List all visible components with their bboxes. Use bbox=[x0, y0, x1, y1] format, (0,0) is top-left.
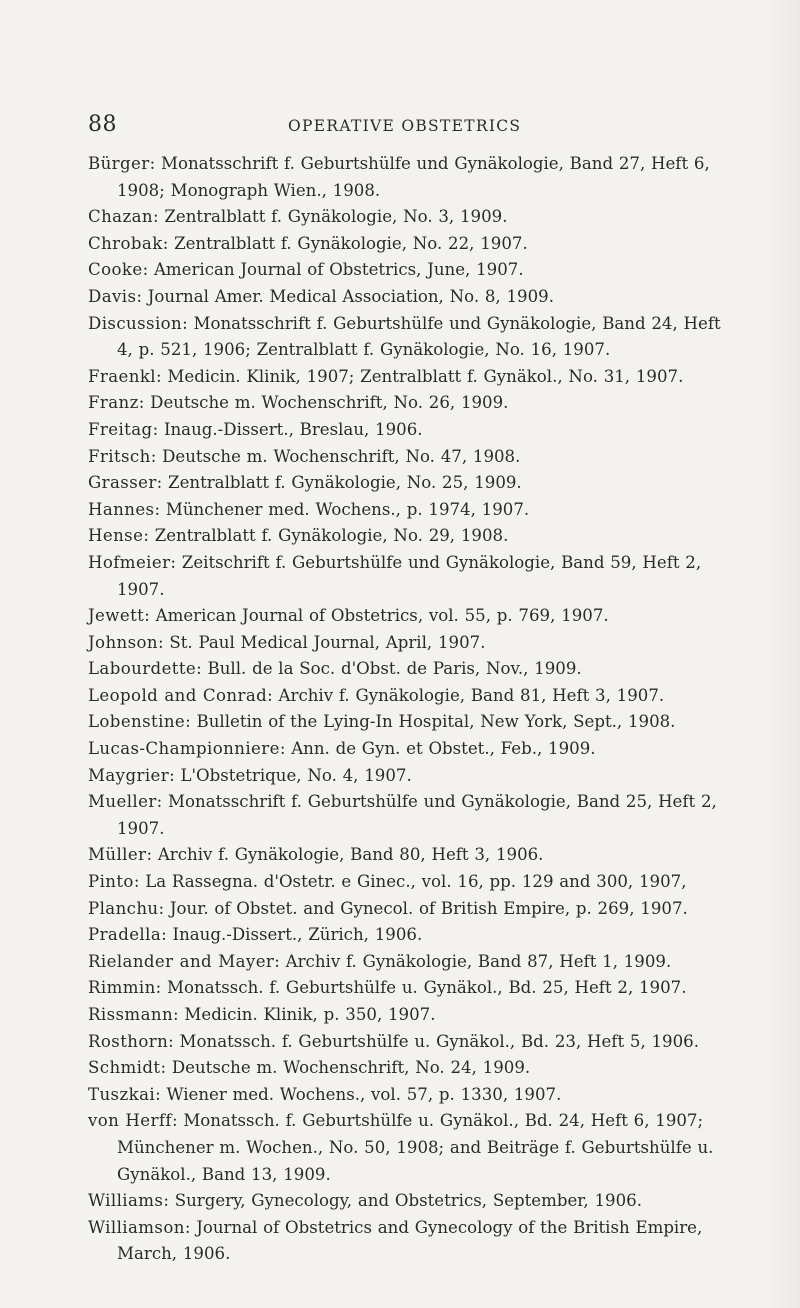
reference-author: Johnson bbox=[88, 632, 159, 652]
reference-author: Planchu bbox=[88, 898, 159, 918]
reference-author: Grasser bbox=[88, 473, 157, 493]
reference-author: Williams bbox=[88, 1191, 164, 1211]
reference-author: Lobenstine bbox=[88, 712, 186, 732]
reference-entry: Jewett: American Journal of Obstetrics, vol. 55, p. 769, 1907. bbox=[88, 606, 609, 626]
reference-citation: Zentralblatt f. Gynäkologie, No. 25, 1909. bbox=[168, 473, 522, 493]
reference-citation: Inaug.-Dissert., Zürich, 1906. bbox=[172, 925, 423, 945]
reference-author: Leopold and Conrad bbox=[88, 685, 268, 705]
reference-citation: Medicin. Klinik, p. 350, 1907. bbox=[184, 1005, 436, 1024]
reference-author: Freitag bbox=[88, 419, 153, 439]
reference-author: Fraenkl bbox=[88, 366, 157, 386]
reference-author: Maygrier bbox=[88, 765, 170, 785]
reference-author: Davis bbox=[88, 286, 137, 306]
reference-citation: Medicin. Klinik, 1907; Zentralblatt f. Gynäkol., No. 31, 1907. bbox=[167, 366, 684, 386]
reference-citation: Bull. de la Soc. d'Obst. de Paris, Nov., 1909. bbox=[207, 659, 582, 679]
reference-citation: Münchener med. Wochens., p. 1974, 1907. bbox=[165, 499, 530, 519]
reference-citation: Zentralblatt f. Gynäkologie, No. 3, 1909. bbox=[164, 207, 508, 227]
reference-citation: Journal Amer. Medical Association, No. 8, 1909. bbox=[147, 286, 554, 306]
page-header bbox=[88, 113, 728, 137]
reference-entry: Hense: Zentralblatt f. Gynäkologie, No. 29, 1908. bbox=[88, 526, 509, 546]
reference-author: Lucas-Championniere bbox=[88, 739, 280, 759]
reference-citation: Deutsche m. Wochenschrift, No. 26, 1909. bbox=[150, 393, 509, 413]
reference-author: Discussion bbox=[88, 313, 183, 333]
reference-entry: Fraenkl: Medicin. Klinik, 1907; Zentralblatt f. Gynäkol., No. 31, 1907. bbox=[88, 366, 684, 386]
reference-entry: Pradella: Inaug.-Dissert., Zürich, 1906. bbox=[88, 925, 423, 945]
reference-author: Williamson bbox=[88, 1217, 185, 1237]
reference-citation: Bulletin of the Lying-In Hospital, New York, Sept., 1908. bbox=[196, 712, 676, 732]
reference-citation: Surgery, Gynecology, and Obstetrics, September, 1906. bbox=[174, 1191, 642, 1211]
reference-entry: Rimmin: Monatssch. f. Geburtshülfe u. Gynäkol., Bd. 25, Heft 2, 1907. bbox=[88, 978, 687, 998]
reference-entry: Cooke: American Journal of Obstetrics, June, 1907. bbox=[88, 260, 524, 280]
reference-entry: Freitag: Inaug.-Dissert., Breslau, 1906. bbox=[88, 419, 423, 439]
reference-list bbox=[88, 151, 728, 1268]
reference-entry: Discussion: Monatsschrift f. Geburtshülfe und Gynäkologie, Band 24, Heft 4, p. 521, 1906; Zentralblatt f. Gynäkologie, No. 16, 1907. bbox=[88, 313, 721, 360]
reference-citation: St. Paul Medical Journal, April, 1907. bbox=[169, 632, 486, 652]
reference-entry: Franz: Deutsche m. Wochenschrift, No. 26, 1909. bbox=[88, 393, 509, 413]
reference-entry: Maygrier: L'Obstetrique, No. 4, 1907. bbox=[88, 765, 412, 785]
reference-author: Schmidt bbox=[88, 1058, 161, 1078]
reference-citation: Zentralblatt f. Gynäkologie, No. 22, 1907. bbox=[174, 233, 528, 253]
reference-author: Cooke bbox=[88, 260, 143, 280]
reference-entry: Hofmeier: Zeitschrift f. Geburtshülfe und Gynäkologie, Band 59, Heft 2, 1907. bbox=[88, 552, 702, 599]
reference-entry: Lucas-Championniere: Ann. de Gyn. et Obstet., Feb., 1909. bbox=[88, 739, 596, 759]
reference-author: Rosthorn bbox=[88, 1031, 169, 1051]
reference-author: Jewett bbox=[88, 606, 145, 626]
reference-entry: Chazan: Zentralblatt f. Gynäkologie, No. 3, 1909. bbox=[88, 207, 508, 227]
reference-entry: Hannes: Münchener med. Wochens., p. 1974, 1907. bbox=[88, 499, 530, 519]
reference-citation: Deutsche m. Wochenschrift, No. 47, 1908. bbox=[162, 446, 521, 466]
reference-citation: Archiv f. Gynäkologie, Band 80, Heft 3, 1906. bbox=[157, 845, 544, 865]
reference-citation: American Journal of Obstetrics, June, 1907. bbox=[153, 260, 524, 280]
reference-author: Franz bbox=[88, 393, 139, 413]
reference-author: Fritsch bbox=[88, 446, 151, 466]
reference-author: Pinto bbox=[88, 872, 134, 892]
reference-entry: Labourdette: Bull. de la Soc. d'Obst. de Paris, Nov., 1909. bbox=[88, 659, 582, 679]
reference-author: Tuszkai bbox=[88, 1084, 156, 1104]
reference-citation: Archiv f. Gynäkologie, Band 81, Heft 3, 1907. bbox=[278, 685, 665, 705]
reference-citation: Monatsschrift f. Geburtshülfe und Gynäkologie, Band 27, Heft 6, 1908; Monograph Wien., 1908. bbox=[117, 154, 710, 200]
reference-author: Rissmann bbox=[88, 1005, 174, 1024]
reference-entry: Grasser: Zentralblatt f. Gynäkologie, No. 25, 1909. bbox=[88, 473, 522, 493]
reference-entry: Leopold and Conrad: Archiv f. Gynäkologie, Band 81, Heft 3, 1907. bbox=[88, 685, 665, 705]
reference-citation: Jour. of Obstet. and Gynecol. of British Empire, p. 269, 1907. bbox=[169, 898, 688, 918]
reference-entry: Williamson: Journal of Obstetrics and Gynecology of the British Empire, March, 1906. bbox=[88, 1217, 703, 1264]
reference-citation: Zentralblatt f. Gynäkologie, No. 29, 1908. bbox=[154, 526, 509, 546]
reference-author: Rimmin bbox=[88, 978, 156, 998]
reference-entry: Müller: Archiv f. Gynäkologie, Band 80, Heft 3, 1906. bbox=[88, 845, 544, 865]
reference-citation: Monatssch. f. Geburtshülfe u. Gynäkol., Bd. 24, Heft 6, 1907; Münchener m. Wochen., No. 50, 1908; and Beiträge f. Geburtshülfe u. Gynäkol., Band 13, 1909. bbox=[117, 1111, 714, 1184]
reference-citation: Archiv f. Gynäkologie, Band 87, Heft 1, 1909. bbox=[285, 951, 672, 971]
reference-author: Labourdette bbox=[88, 659, 197, 679]
reference-author: Rielander and Mayer bbox=[88, 951, 275, 971]
reference-citation: Ann. de Gyn. et Obstet., Feb., 1909. bbox=[291, 739, 596, 759]
reference-citation: Monatssch. f. Geburtshülfe u. Gynäkol., Bd. 25, Heft 2, 1907. bbox=[167, 978, 687, 998]
reference-author: Hannes bbox=[88, 499, 155, 519]
reference-entry: Fritsch: Deutsche m. Wochenschrift, No. 47, 1908. bbox=[88, 446, 521, 466]
running-head: OPERATIVE OBSTETRICS bbox=[288, 117, 522, 135]
reference-entry: Tuszkai: Wiener med. Wochens., vol. 57, p. 1330, 1907. bbox=[88, 1084, 562, 1104]
reference-entry: Johnson: St. Paul Medical Journal, April, 1907. bbox=[88, 632, 486, 652]
reference-entry: Rosthorn: Monatssch. f. Geburtshülfe u. Gynäkol., Bd. 23, Heft 5, 1906. bbox=[88, 1031, 699, 1051]
reference-author: von Herff bbox=[88, 1111, 172, 1131]
reference-author: Hense bbox=[88, 526, 144, 546]
reference-author: Müller bbox=[88, 845, 147, 865]
reference-author: Hofmeier bbox=[88, 552, 171, 572]
reference-author: Chazan bbox=[88, 207, 153, 227]
reference-entry: Davis: Journal Amer. Medical Association, No. 8, 1909. bbox=[88, 286, 554, 306]
reference-entry: Bürger: Monatsschrift f. Geburtshülfe und Gynäkologie, Band 27, Heft 6, 1908; Monograph Wien., 1908. bbox=[88, 154, 710, 200]
reference-citation: La Rassegna. d'Ostetr. e Ginec., vol. 16, pp. 129 and 300, 1907, bbox=[145, 872, 687, 892]
reference-entry: Rielander and Mayer: Archiv f. Gynäkologie, Band 87, Heft 1, 1909. bbox=[88, 951, 672, 971]
reference-citation: American Journal of Obstetrics, vol. 55, p. 769, 1907. bbox=[155, 606, 609, 626]
reference-citation: Inaug.-Dissert., Breslau, 1906. bbox=[163, 419, 423, 439]
reference-entry: Chrobak: Zentralblatt f. Gynäkologie, No. 22, 1907. bbox=[88, 233, 528, 253]
reference-author: Pradella bbox=[88, 925, 162, 945]
reference-entry: Mueller: Monatsschrift f. Geburtshülfe und Gynäkologie, Band 25, Heft 2, 1907. bbox=[88, 792, 717, 838]
reference-citation: Zeitschrift f. Geburtshülfe und Gynäkologie, Band 59, Heft 2, 1907. bbox=[117, 552, 702, 599]
reference-entry: Pinto: La Rassegna. d'Ostetr. e Ginec., vol. 16, pp. 129 and 300, 1907, bbox=[88, 872, 687, 892]
reference-entry: Planchu: Jour. of Obstet. and Gynecol. of British Empire, p. 269, 1907. bbox=[88, 898, 688, 918]
reference-citation: Monatssch. f. Geburtshülfe u. Gynäkol., Bd. 23, Heft 5, 1906. bbox=[179, 1031, 699, 1051]
reference-author: Bürger bbox=[88, 154, 150, 173]
reference-citation: Monatsschrift f. Geburtshülfe und Gynäkologie, Band 24, Heft 4, p. 521, 1906; Zentralblatt f. Gynäkologie, No. 16, 1907. bbox=[117, 313, 721, 360]
reference-entry: Williams: Surgery, Gynecology, and Obstetrics, September, 1906. bbox=[88, 1191, 642, 1211]
reference-author: Chrobak bbox=[88, 233, 163, 253]
reference-entry: Schmidt: Deutsche m. Wochenschrift, No. 24, 1909. bbox=[88, 1058, 531, 1078]
reference-citation: L'Obstetrique, No. 4, 1907. bbox=[180, 765, 412, 785]
reference-citation: Journal of Obstetrics and Gynecology of the British Empire, March, 1906. bbox=[117, 1217, 703, 1264]
reference-citation: Monatsschrift f. Geburtshülfe und Gynäkologie, Band 25, Heft 2, 1907. bbox=[117, 792, 717, 838]
reference-citation: Wiener med. Wochens., vol. 57, p. 1330, 1907. bbox=[166, 1084, 562, 1104]
reference-author: Mueller bbox=[88, 792, 157, 812]
reference-entry: Rissmann: Medicin. Klinik, p. 350, 1907. bbox=[88, 1005, 436, 1024]
page-number: 88 bbox=[88, 112, 117, 137]
reference-citation: Deutsche m. Wochenschrift, No. 24, 1909. bbox=[171, 1058, 531, 1078]
reference-entry: von Herff: Monatssch. f. Geburtshülfe u. Gynäkol., Bd. 24, Heft 6, 1907; Münchener m. Wochen., No. 50, 1908; and Beiträge f. Geburtshülfe u. Gynäkol., Band 13, 1909. bbox=[88, 1111, 714, 1184]
reference-entry: Lobenstine: Bulletin of the Lying-In Hospital, New York, Sept., 1908. bbox=[88, 712, 676, 732]
